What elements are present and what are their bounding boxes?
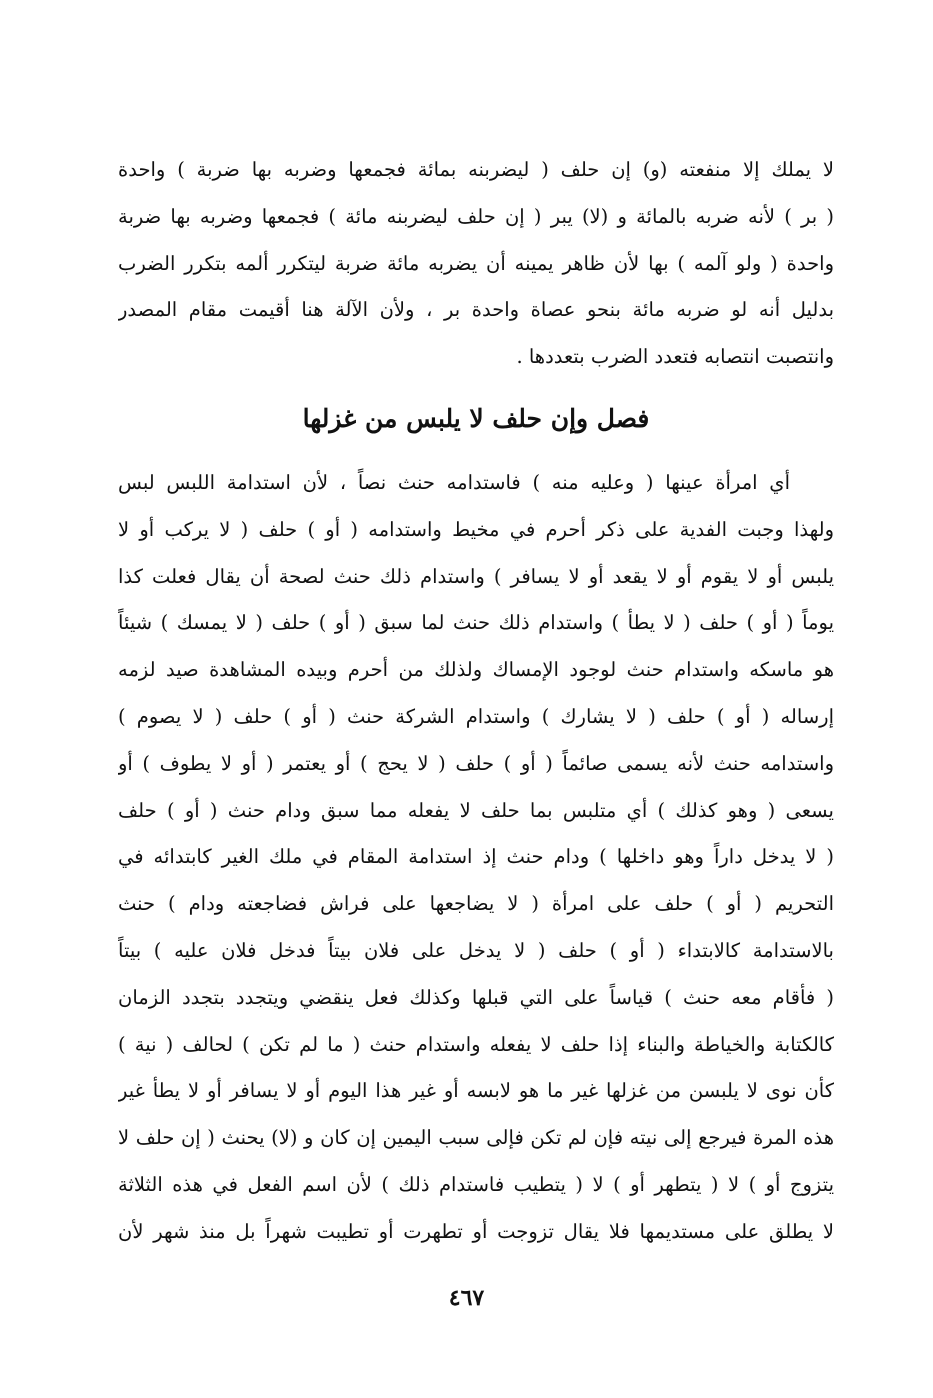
text-line: ( فأقام معه حنث ) قياساً على التي قبلها وكذلك فعل ينقضي ويتجدد بتجدد الزمان: [118, 985, 834, 1009]
text-line: التحريم ( أو ) حلف على امرأة ( لا يضاجعها على فراش فضاجعته ودام ) حنث: [118, 892, 834, 916]
text-line: واستدامه حنث لأنه يسمى صائماً ( أو ) حلف ( لا يحج ) أو يعتمر ( أو لا يطوف ) أو: [118, 751, 834, 775]
text-line: كالكتابة والخياطة والبناء إذا حلف لا يفعله واستدام حنث ( ما لم تكن ) لحالف ( نية ): [118, 1032, 834, 1056]
text-line: ولهذا وجبت الفدية على ذكر أحرم في مخيط واستدامه ( أو ) حلف ( لا يركب أو لا: [118, 517, 834, 541]
text-line: ( لا يدخل داراً وهو داخلها ) ودام حنث إذ استدامة المقام في ملك الغير كابتدائه في: [118, 845, 834, 869]
text-line: وانتصبت انتصابه فتعدد الضرب بتعددها .: [516, 345, 834, 369]
text-line: يلبس أو لا يقوم أو لا يقعد أو لا يسافر ) واستدام ذلك حنث لصحة أن يقال فعلت كذا: [118, 564, 834, 588]
text-line: هو ماسكه واستدام حنث لوجود الإمساك ولذلك من أحرم وبيده المشاهدة صيد لزمه: [118, 658, 834, 682]
text-line: يسعى ( وهو كذلك ) أي متلبس بما حلف لا يفعله مما سبق ودام حنث ( أو ) حلف: [118, 798, 834, 822]
text-line: بالاستدامة كالابتداء ( أو ) حلف ( لا يدخل على فلان بيتاً فدخل فلان عليه ) بيتاً: [118, 938, 834, 962]
text-line: هذه المرة فيرجع إلى نيته فإن لم تكن فإلى سبب اليمين إن كان و (لا) يحنث ( إن حلف لا: [118, 1126, 834, 1150]
section-heading: فصل وإن حلف لا يلبس من غزلها: [302, 404, 650, 433]
text-line: أي امرأة عينها ( وعليه منه ) فاستدامه حنث نصاً ، لأن استدامة اللبس لبس: [118, 471, 790, 494]
paragraph-1: [118, 147, 834, 381]
text-line: إرساله ( أو ) حلف ( لا يشارك ) واستدام الشركة حنث ( أو ) حلف ( لا يصوم ): [118, 704, 834, 728]
text-line: بدليل أنه لو ضربه مائة بنحو عصاة واحدة بر ، ولأن الآلة هنا أقيمت مقام المصدر: [118, 298, 834, 322]
text-line: واحدة ( ولو آلمه ) بها لأن ظاهر يمينه أن يضربه مائة ضربة ليتكرر ألمه بتكرر الضرب: [118, 251, 834, 275]
text-line: كأن نوى لا يلبسن من غزلها غير ما هو لابسه أو غير هذا اليوم أو لا يسافر أو لا يطأ غير: [118, 1079, 834, 1103]
text-line: لا يملك إلا منفعته (و) إن حلف ( ليضربنه بمائة فجمعها وضربه بها ضربة ) واحدة: [118, 158, 834, 181]
paragraph-2: [118, 460, 834, 1256]
text-line: ( بر ) لأنه ضربه بالمائة و (لا) يبر ( إن حلف ليضربنه مائة ) فجمعها وضربه بها ضربة: [118, 204, 834, 228]
text-line: لا يطلق على مستديمها فلا يقال تزوجت أو تطهرت أو تطيبت شهراً بل منذ شهر لأن: [118, 1219, 834, 1243]
page-number: ٤٦٧: [448, 1285, 485, 1311]
text-line: يوماً ( أو ) حلف ( لا يطأ ) واستدام ذلك حنث لما سبق ( أو ) حلف ( لا يمسك ) شيئاً: [118, 611, 834, 635]
text-line: يتزوج أو ) لا ( يتطهر أو ) لا ( يتطيب فاستدام ذلك ) لأن اسم الفعل في هذه الثلاثة: [118, 1172, 834, 1196]
